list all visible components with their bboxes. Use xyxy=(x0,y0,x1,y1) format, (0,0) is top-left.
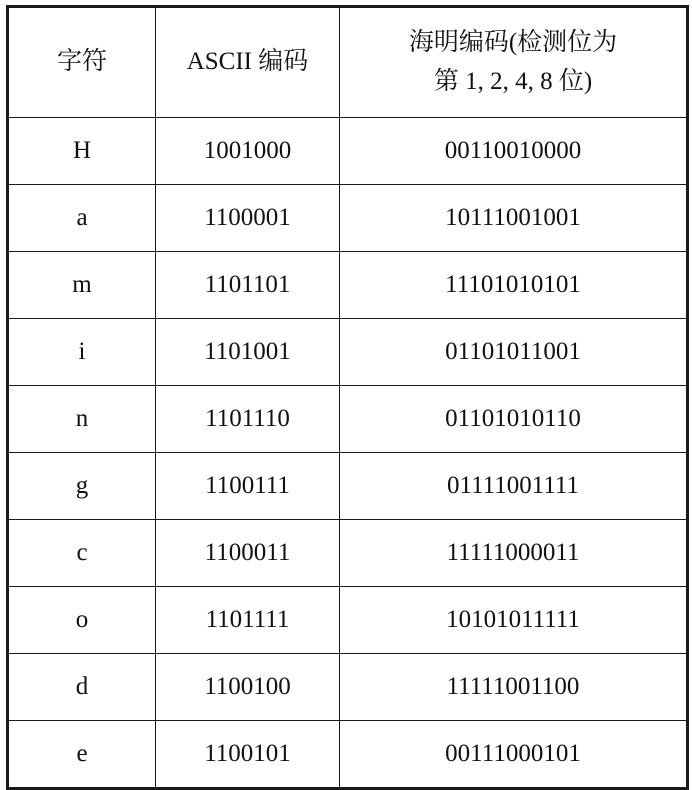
header-row xyxy=(8,7,688,118)
cell-char: o xyxy=(8,587,156,654)
hamming-code-table xyxy=(6,5,689,790)
table-row xyxy=(8,587,688,654)
cell-ascii: 1100101 xyxy=(156,721,340,789)
table-row xyxy=(8,721,688,789)
cell-char: e xyxy=(8,721,156,789)
cell-hamming: 10111001001 xyxy=(340,185,688,252)
table-body xyxy=(8,118,688,789)
cell-ascii: 1101001 xyxy=(156,319,340,386)
cell-hamming: 11101010101 xyxy=(340,252,688,319)
cell-hamming: 01101011001 xyxy=(340,319,688,386)
cell-ascii: 1100100 xyxy=(156,654,340,721)
hamming-code-table-container xyxy=(6,5,686,790)
cell-ascii: 1100011 xyxy=(156,520,340,587)
table-row xyxy=(8,453,688,520)
cell-hamming: 01101010110 xyxy=(340,386,688,453)
cell-ascii: 1100001 xyxy=(156,185,340,252)
cell-ascii: 1101110 xyxy=(156,386,340,453)
cell-char: c xyxy=(8,520,156,587)
cell-hamming: 00110010000 xyxy=(340,118,688,185)
cell-char: a xyxy=(8,185,156,252)
cell-char: H xyxy=(8,118,156,185)
cell-char: d xyxy=(8,654,156,721)
table-row xyxy=(8,319,688,386)
cell-char: m xyxy=(8,252,156,319)
table-row xyxy=(8,654,688,721)
cell-hamming: 11111000011 xyxy=(340,520,688,587)
cell-hamming: 00111000101 xyxy=(340,721,688,789)
cell-char: i xyxy=(8,319,156,386)
table-row xyxy=(8,252,688,319)
cell-char: g xyxy=(8,453,156,520)
table-header xyxy=(8,7,688,118)
header-hamming-line2: 第 1, 2, 4, 8 位) xyxy=(433,67,593,95)
header-ascii: ASCII 编码 xyxy=(156,7,340,118)
cell-ascii: 1100111 xyxy=(156,453,340,520)
table-row xyxy=(8,118,688,185)
cell-ascii: 1001000 xyxy=(156,118,340,185)
cell-ascii: 1101101 xyxy=(156,252,340,319)
table-row xyxy=(8,520,688,587)
cell-hamming: 01111001111 xyxy=(340,453,688,520)
table-row xyxy=(8,185,688,252)
cell-char: n xyxy=(8,386,156,453)
header-char: 字符 xyxy=(8,7,156,118)
header-hamming xyxy=(340,7,688,118)
cell-ascii: 1101111 xyxy=(156,587,340,654)
cell-hamming: 11111001100 xyxy=(340,654,688,721)
header-hamming-line1: 海明编码(检测位为 xyxy=(408,28,618,56)
cell-hamming: 10101011111 xyxy=(340,587,688,654)
table-row xyxy=(8,386,688,453)
